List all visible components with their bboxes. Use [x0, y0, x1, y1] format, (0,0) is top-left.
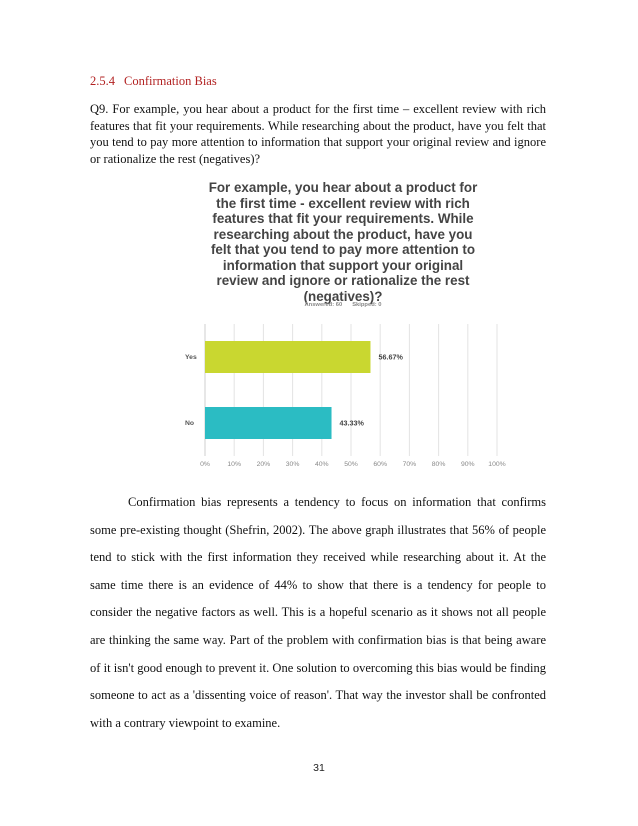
chart-title-line: features that fit your requirements. While	[212, 211, 474, 226]
answered-count: Answered: 60	[304, 302, 343, 308]
chart-title-line: For example, you hear about a product for	[208, 180, 478, 195]
question-text: Q9. For example, you hear about a product for the first time – excellent review with rich features that fit your requirements. While researching about the product, have you felt that you tend to pay more attention to information that support your original review and ignore or rationalize the rest (negatives)?	[90, 102, 546, 166]
chart-title-line: review and ignore or rationalize the rest	[216, 273, 470, 288]
body-paragraph	[90, 489, 546, 737]
chart-title-line: the first time - excellent review with rich	[216, 195, 470, 211]
bar-yes	[205, 341, 370, 373]
category-label: No	[185, 420, 195, 427]
chart-title-line: information that support your original	[222, 257, 464, 273]
x-tick-label: 70%	[402, 461, 417, 468]
page-number: 31	[313, 762, 325, 774]
value-label: 56.67%	[378, 352, 403, 362]
x-tick-label: 50%	[344, 461, 358, 468]
survey-chart	[170, 174, 516, 474]
section-heading	[90, 74, 217, 89]
value-label: 43.33%	[339, 418, 364, 428]
category-label: Yes	[185, 354, 197, 361]
body-text: Confirmation bias represents a tendency to focus on information that confirms some pre-existing thought (Shefrin, 2002). The above graph illustrates that 56% of people tend to stick with the first information they received while researching about it. At the same time there is an evidence of 44% to show that there is a tendency for people to consider the negative factors as well. This is a hopeful scenario as it shows not all people are thinking the same way. Part of the problem with confirmation bias is that being aware of it isn't good enough to prevent it. One solution to overcoming this bias would be finding someone to act as a 'dissenting voice of reason'. That way the investor shall be confronted with a contrary viewpoint to examine.	[90, 495, 546, 730]
section-number: 2.5.4	[90, 74, 115, 88]
chart-title-line: (negatives)?	[303, 288, 383, 304]
x-tick-label: 60%	[373, 461, 388, 468]
x-tick-label: 20%	[256, 461, 271, 468]
bar-chart-svg	[170, 174, 516, 474]
x-tick-label: 10%	[227, 461, 242, 468]
chart-title-line: felt that you tend to pay more attention to	[210, 242, 476, 257]
x-tick-label: 100%	[488, 461, 506, 468]
x-tick-label: 40%	[314, 461, 329, 468]
x-tick-label: 80%	[431, 461, 446, 468]
bar-no	[205, 407, 332, 439]
x-tick-label: 30%	[285, 461, 300, 468]
x-tick-label: 0%	[200, 461, 210, 468]
chart-title-line: researching about the product, have you	[213, 226, 473, 242]
section-title: Confirmation Bias	[124, 74, 217, 88]
skipped-count: Skipped: 0	[352, 302, 382, 308]
x-tick-label: 90%	[460, 461, 475, 468]
